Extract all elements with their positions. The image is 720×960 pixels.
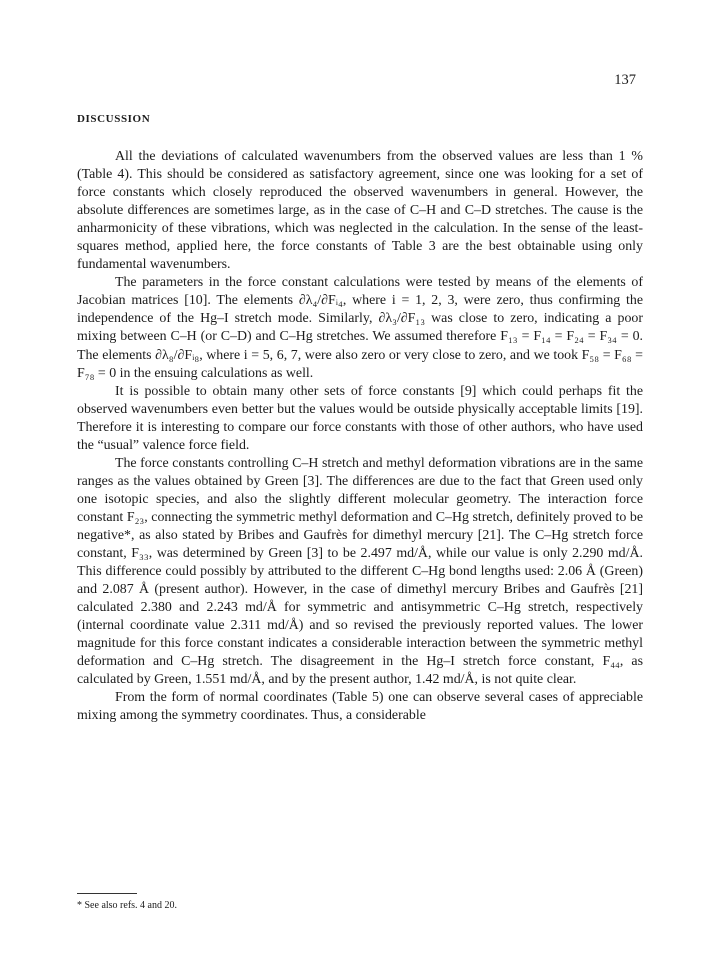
paragraph-4: The force constants controlling C–H stretch and methyl deformation vibrations are in the same ranges as the values obtained by Green [3]. The differences are due to the fact that Green used only one isotopic species, and also the slightly different molecular geometry. The interaction force constant F₂₃, connecting the symmetric methyl deformation and C–Hg stretch, definitely proved to be negative*, as also stated by Bribes and Gaufrès for dimethyl mercury [21]. The C–Hg stretch force constant, F₃₃, was determined by Green [3] to be 2.497 md/Å, while our value is only 2.290 md/Å. This difference could possibly by attributed to the different C–Hg bond lengths used: 2.06 Å (Green) and 2.087 Å (present author). However, in the case of dimethyl mercury Bribes and Gaufrès [21] calculated 2.380 and 2.243 md/Å for symmetric and antisymmetric C–Hg stretch, respectively (internal coordinate value 2.311 md/Å) and so revised the previously reported values. The lower magnitude for this force constant indicates a considerable interaction between the symmetric methyl deformation and C–Hg stretch. The disagreement in the Hg–I stretch force constant, F₄₄, as calculated by Green, 1.551 md/Å, and by the present author, 1.42 md/Å, is not quite clear. [77,455,643,688]
footnote-divider [77,893,137,894]
paragraph-1: All the deviations of calculated wavenumbers from the observed values are less than 1 % (Table 4). This should be considered as satisfactory agreement, since one was looking for a set of force constants which closely reproduced the observed wavenumbers in general. However, the absolute differences are sometimes large, as in the case of C–H and C–D stretches. The cause is the anharmonicity of these vibrations, which was neglected in the calculation. In the sense of the least-squares method, applied here, the force constants of Table 3 are the best obtainable using only fundamental wavenumbers. [77,149,643,273]
paragraph-5: From the form of normal coordinates (Table 5) one can observe several cases of appreciable mixing among the symmetry coordinates. Thus, a considerable [77,690,643,724]
footnote: * See also refs. 4 and 20. [77,900,177,911]
paragraph-2: The parameters in the force constant calculations were tested by means of the elements of Jacobian matrices [10]. The elements ∂λ₄/∂Fᵢ₄, where i = 1, 2, 3, were zero, thus confirming the independence of the Hg–I stretch mode. Similarly, ∂λ₃/∂F₁₃ was close to zero, indicating a poor mixing between C–H (or C–D) and C–Hg stretches. We assumed therefore F₁₃ = F₁₄ = F₂₄ = F₃₄ = 0. The elements ∂λ₈/∂Fᵢ₈, where i = 5, 6, 7, were also zero or very close to zero, and we took F₅₈ = F₆₈ = F₇₈ = 0 in the ensuing calculations as well. [77,275,643,381]
section-heading: DISCUSSION [77,113,151,125]
paragraph-3: It is possible to obtain many other sets of force constants [9] which could perhaps fit the observed wavenumbers even better but the values would be outside physically acceptable limits [19]. Therefore it is interesting to compare our force constants with those of other authors, who have used the “usual” valence force field. [77,383,643,453]
body-text [77,148,643,726]
page-number: 137 [614,72,636,88]
